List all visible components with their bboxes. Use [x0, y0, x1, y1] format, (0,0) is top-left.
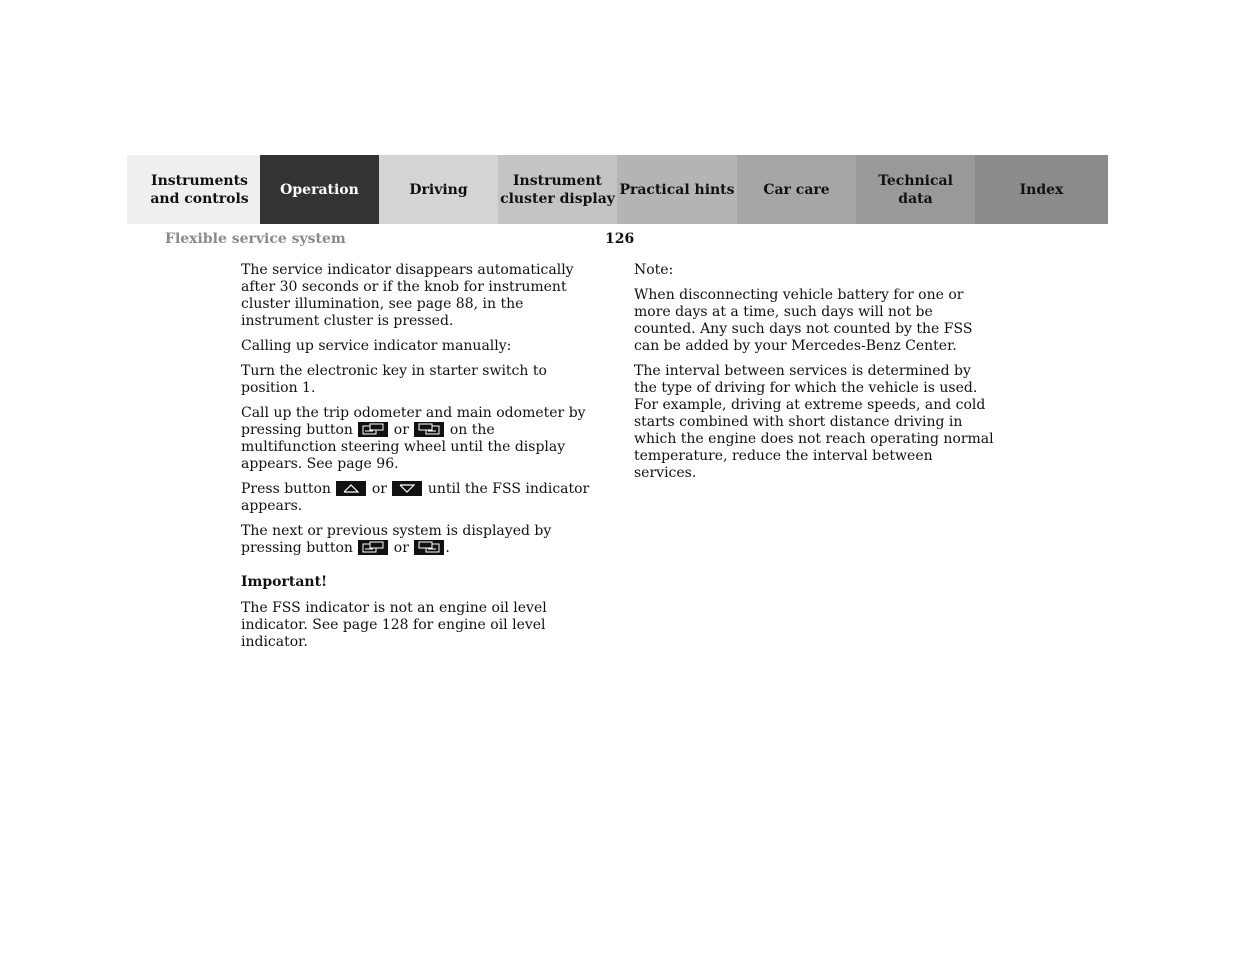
page-number: 126	[605, 231, 635, 247]
tab-technical-data[interactable]: Technical data	[856, 155, 975, 224]
tab-instrument-cluster-display[interactable]: Instrument cluster display	[498, 155, 617, 224]
up-arrow-button-icon	[336, 481, 366, 496]
tab-operation[interactable]: Operation	[260, 155, 379, 224]
next-display-button-icon	[358, 422, 388, 437]
important-heading: Important!	[241, 574, 328, 590]
paragraph: Turn the electronic key in starter switch to position 1.	[241, 363, 547, 396]
tab-driving[interactable]: Driving	[379, 155, 498, 224]
text: on the multifunction steering wheel until the display appears. See page 96.	[241, 422, 566, 472]
text: or	[393, 540, 409, 556]
paragraph	[241, 481, 593, 515]
section-title: Flexible service system	[165, 231, 346, 247]
paragraph: The interval between services is determined by the type of driving for which the vehicle is used. For example, driving at extreme speeds, and cold starts combined with short distance driving in which the engine does not reach operating normal temperature, reduce the interval between services.	[634, 363, 994, 481]
paragraph	[241, 523, 593, 557]
paragraph: Calling up service indicator manually:	[241, 338, 512, 354]
right-column	[634, 262, 994, 490]
tab-index[interactable]: Index	[975, 155, 1108, 224]
text: .	[445, 540, 450, 556]
text: or	[371, 481, 387, 497]
text: The next or previous system is displayed by pressing button	[241, 523, 552, 556]
down-arrow-button-icon	[392, 481, 422, 496]
text: or	[393, 422, 409, 438]
previous-display-button-icon	[414, 422, 444, 437]
paragraph: The FSS indicator is not an engine oil level indicator. See page 128 for engine oil level indicator.	[241, 600, 547, 650]
text: Call up the trip odometer and main odometer by pressing button	[241, 405, 586, 438]
chapter-navigation	[127, 155, 1108, 224]
text: until the FSS indicator appears.	[241, 481, 590, 514]
next-display-button-icon	[358, 540, 388, 555]
previous-display-button-icon	[414, 540, 444, 555]
paragraph: The service indicator disappears automatically after 30 seconds or if the knob for instrument cluster illumination, see page 88, in the instrument cluster is pressed.	[241, 262, 574, 329]
paragraph	[241, 405, 593, 473]
tab-instruments-and-controls[interactable]: Instruments and controls	[127, 155, 260, 224]
note-label: Note:	[634, 262, 674, 278]
tab-practical-hints[interactable]: Practical hints	[617, 155, 737, 224]
paragraph: When disconnecting vehicle battery for one or more days at a time, such days will not be counted. Any such days not counted by the FSS can be added by your Mercedes-Benz Center.	[634, 287, 973, 354]
tab-car-care[interactable]: Car care	[737, 155, 856, 224]
text: Press button	[241, 481, 331, 497]
left-column	[241, 262, 593, 659]
